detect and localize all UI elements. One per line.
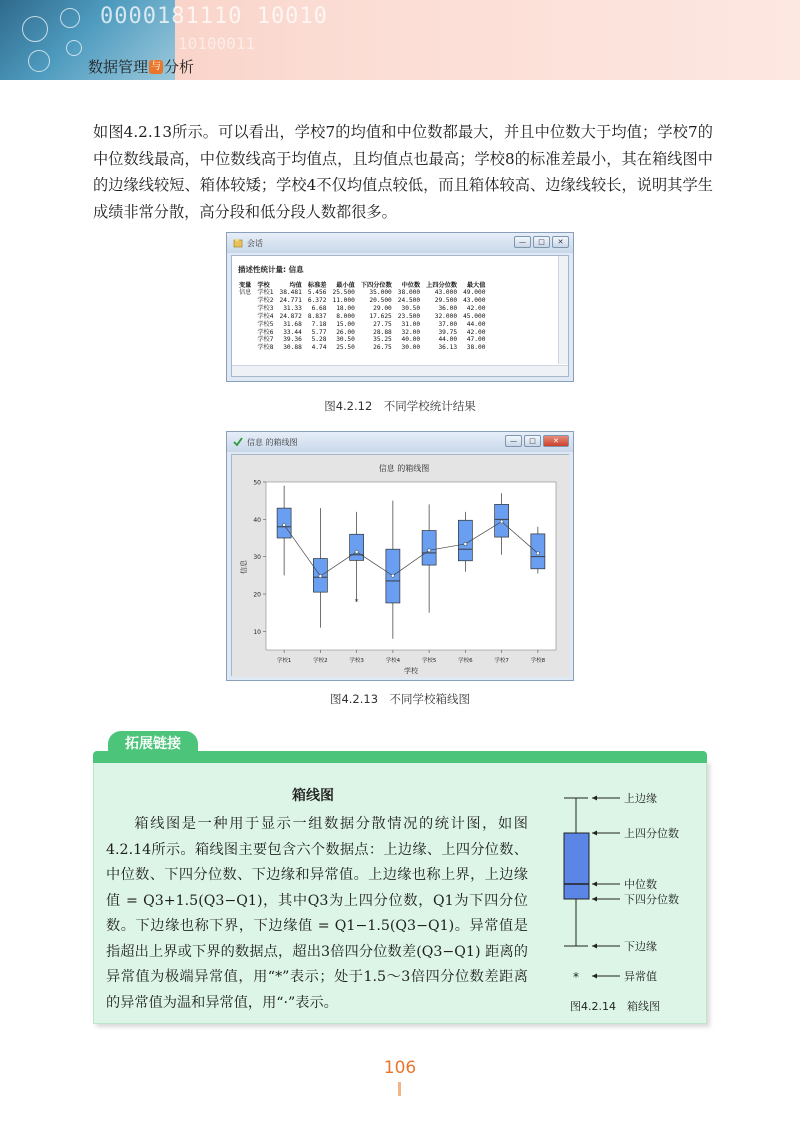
table-cell: 42.00 — [466, 328, 486, 336]
maximize-button[interactable]: □ — [533, 236, 550, 248]
table-cell: 24.872 — [279, 312, 302, 320]
mean-point — [319, 574, 322, 577]
table-cell: 5.77 — [311, 328, 327, 336]
table-cell: 39.36 — [283, 336, 302, 344]
label-outlier: 异常值 — [624, 970, 657, 983]
main-paragraph: 如图4.2.13所示。可以看出，学校7的均值和中位数都最大，并且中位数大于均值；学校7的中位数线最高，中位数线高于均值点，且均值点也最高；学校8的标准差最小，其在箱线图中的边缘线较短、箱体较矮；学校4不仅均值点较低，而且箱体较高、边缘线较长，说明其学生成绩非常分散，高分段和低分段人数都很多。 — [93, 123, 713, 221]
extension-title: 箱线图 — [292, 788, 334, 804]
table-row — [236, 289, 488, 297]
arrowhead-icon — [592, 831, 597, 836]
mean-point — [464, 542, 467, 545]
stats-header-row — [236, 280, 488, 289]
table-cell: 30.00 — [401, 344, 421, 352]
table-cell: 39.75 — [438, 328, 458, 336]
arrowhead-icon — [592, 974, 597, 979]
table-cell: 7.18 — [311, 320, 327, 328]
label-median: 中位数 — [624, 878, 657, 891]
box — [422, 531, 436, 566]
box — [350, 534, 364, 560]
arrowhead-icon — [592, 882, 597, 887]
table-cell: 35.000 — [369, 289, 392, 296]
table-cell-variable — [236, 336, 254, 344]
table-cell: 27.75 — [373, 320, 392, 328]
boxplot-window-title: 信息 的箱线图 — [247, 437, 298, 447]
mean-point — [283, 523, 286, 526]
chapter-title-part1: 数据管理 — [88, 58, 149, 76]
page-header — [0, 0, 800, 80]
header-binary-text-2: 10100011 — [178, 34, 256, 53]
x-axis-label: 学校 — [404, 667, 418, 675]
x-tick-label: 学校4 — [385, 658, 401, 664]
table-cell: 学校1 — [257, 289, 274, 296]
col-header: 变量 — [239, 282, 252, 289]
table-cell: 24.771 — [279, 296, 302, 304]
stats-table — [236, 280, 488, 352]
boxplot-window-body — [231, 454, 569, 676]
table-cell: 26.75 — [373, 344, 392, 352]
table-cell: 33.44 — [283, 328, 302, 336]
boxplot-chart — [232, 455, 570, 677]
mean-point — [428, 549, 431, 552]
checkmark-icon — [233, 437, 243, 447]
table-cell: 42.00 — [466, 304, 486, 312]
table-cell: 31.00 — [401, 320, 421, 328]
table-cell: 40.00 — [401, 336, 421, 344]
table-cell: 学校4 — [257, 312, 274, 320]
session-window-title: 会话 — [247, 238, 263, 248]
table-cell: 17.625 — [369, 312, 392, 320]
figure-caption-4-2-14: 图4.2.14 箱线图 — [570, 1000, 660, 1013]
boxplot-window — [226, 431, 574, 681]
table-cell: 49.000 — [463, 289, 486, 296]
table-cell: 4.74 — [311, 344, 327, 352]
table-cell: 37.00 — [438, 320, 458, 328]
table-cell: 30.88 — [283, 344, 302, 352]
mean-point — [536, 552, 539, 555]
session-window — [226, 232, 574, 382]
table-cell: 学校6 — [257, 328, 274, 336]
table-cell: 25.500 — [332, 289, 355, 296]
y-tick-label: 50 — [253, 479, 261, 487]
table-cell: 25.50 — [336, 344, 355, 352]
figure-caption-4-2-13: 图4.2.13 不同学校箱线图 — [329, 692, 471, 706]
page-number: 106 — [383, 1058, 417, 1078]
mean-point — [500, 520, 503, 523]
x-tick-label: 学校7 — [494, 658, 509, 664]
x-tick-label: 学校5 — [421, 658, 437, 664]
table-cell-variable — [236, 305, 254, 313]
mean-point — [391, 574, 394, 577]
boxplot-diagram — [556, 780, 706, 1020]
col-header: 中位数 — [401, 282, 421, 289]
table-cell: 学校8 — [257, 344, 274, 352]
box — [277, 508, 291, 538]
table-cell: 32.000 — [434, 312, 458, 320]
arrowhead-icon — [592, 944, 597, 949]
y-tick-label: 30 — [253, 554, 261, 562]
y-tick-label: 20 — [253, 591, 261, 599]
outlier-point: * — [354, 597, 359, 607]
table-row — [236, 329, 488, 337]
table-cell: 11.000 — [332, 296, 355, 304]
table-cell: 24.500 — [397, 296, 421, 304]
chapter-title-part2: 分析 — [164, 58, 195, 76]
stats-heading: 描述性统计量: 信息 — [238, 265, 304, 274]
table-cell: 31.33 — [283, 304, 302, 312]
col-header: 上四分位数 — [426, 282, 458, 289]
mean-point — [355, 550, 358, 553]
table-row — [236, 321, 488, 329]
table-row — [236, 336, 488, 344]
table-cell: 43.000 — [434, 289, 458, 296]
y-tick-label: 10 — [253, 628, 261, 636]
table-cell: 学校5 — [257, 320, 274, 328]
minimize-button[interactable]: — — [514, 236, 531, 248]
label-q1: 下四分位数 — [624, 893, 679, 906]
label-upper-whisker: 上边缘 — [624, 792, 657, 805]
col-header: 学校 — [257, 282, 270, 289]
minimize-button[interactable]: — — [505, 435, 522, 447]
table-cell: 38.000 — [397, 289, 421, 296]
chapter-title-amp: 与 — [151, 60, 162, 72]
table-row — [236, 313, 488, 321]
table-cell: 45.000 — [463, 312, 486, 320]
box — [458, 520, 472, 561]
close-button[interactable]: ✕ — [552, 236, 569, 248]
horizontal-scrollbar[interactable] — [232, 365, 568, 376]
table-cell-variable — [236, 297, 254, 305]
x-tick-label: 学校6 — [458, 658, 473, 664]
x-tick-label: 学校8 — [530, 658, 546, 664]
table-cell: 44.00 — [466, 320, 486, 328]
table-cell: 8.000 — [336, 312, 355, 320]
vertical-scrollbar[interactable] — [558, 256, 568, 364]
box — [531, 534, 545, 569]
plot-area — [266, 482, 556, 650]
table-cell: 36.00 — [438, 304, 458, 312]
chart-title: 信息 的箱线图 — [378, 464, 430, 473]
table-cell: 学校7 — [257, 336, 274, 344]
table-cell: 47.00 — [466, 336, 486, 344]
table-cell: 20.500 — [369, 296, 392, 304]
table-cell: 38.00 — [466, 344, 486, 352]
table-row — [236, 297, 488, 305]
table-cell: 29.00 — [373, 304, 392, 312]
table-cell: 35.25 — [373, 336, 392, 344]
session-window-controls — [514, 236, 569, 248]
table-cell: 15.00 — [336, 320, 355, 328]
table-row — [236, 344, 488, 352]
table-cell: 43.000 — [463, 296, 486, 304]
session-window-icon — [233, 238, 243, 248]
table-cell: 28.88 — [373, 328, 392, 336]
table-cell: 29.500 — [434, 296, 458, 304]
table-cell-variable: 信息 — [239, 289, 252, 296]
extension-tab: 拓展链接 — [108, 731, 198, 757]
outlier-marker: * — [573, 970, 579, 984]
table-row — [236, 305, 488, 313]
table-cell: 44.00 — [438, 336, 458, 344]
extension-paragraph: 箱线图是一种用于显示一组数据分散情况的统计图，如图4.2.14所示。箱线图主要包含六个数据点：上边缘、上四分位数、中位数、下四分位数、下边缘和异常值。上边缘也称上界，上边缘值 = Q3+1.5(Q3−Q1)，其中Q3为上四分位数，Q1为下四分位数。下边缘也称下界，下边缘值 = Q1−1.5(Q3−Q1)。异常值是指超出上界或下界的数据点，超出3倍四分位数差(Q3−Q1) 距离的异常值为极端异常值，用“*”表示；处于1.5～3倍四分位数差距离的异常值为温和异常值，用“·”表示。 — [106, 816, 528, 1011]
table-cell: 学校2 — [257, 296, 274, 304]
maximize-button[interactable]: □ — [524, 435, 541, 447]
table-cell: 学校3 — [257, 304, 274, 312]
table-cell-variable — [236, 321, 254, 329]
table-cell: 23.500 — [397, 312, 421, 320]
header-binary-text: 0000181110 10010 — [100, 4, 328, 29]
session-window-body — [231, 255, 569, 377]
table-cell: 32.00 — [401, 328, 421, 336]
table-cell: 5.28 — [311, 336, 327, 344]
chapter-title — [88, 56, 194, 77]
label-q3: 上四分位数 — [624, 827, 679, 840]
table-cell: 38.481 — [279, 289, 302, 296]
col-header: 标准差 — [307, 282, 327, 289]
x-tick-label: 学校2 — [313, 658, 328, 664]
arrowhead-icon — [592, 897, 597, 902]
stats-table-body — [236, 289, 488, 352]
arrowhead-icon — [592, 796, 597, 801]
table-cell: 8.837 — [307, 312, 327, 320]
table-cell: 18.00 — [336, 304, 355, 312]
x-tick-label: 学校3 — [349, 658, 364, 664]
table-cell-variable — [236, 329, 254, 337]
col-header: 最小值 — [336, 282, 355, 289]
table-cell-variable — [236, 344, 254, 352]
close-button[interactable]: ✕ — [543, 435, 569, 447]
page-number-bar — [398, 1082, 401, 1096]
table-cell: 30.50 — [336, 336, 355, 344]
x-tick-label: 学校1 — [276, 658, 292, 664]
y-axis-label: 信息 — [240, 560, 248, 574]
diagram-box — [564, 833, 589, 899]
table-cell: 26.00 — [336, 328, 355, 336]
col-header: 均值 — [289, 282, 302, 289]
table-cell: 6.68 — [311, 304, 327, 312]
y-tick-label: 40 — [253, 516, 261, 524]
table-cell: 30.50 — [401, 304, 421, 312]
col-header: 最大值 — [466, 282, 486, 289]
table-cell: 6.372 — [307, 296, 327, 304]
col-header: 下四分位数 — [360, 282, 392, 289]
table-cell-variable — [236, 313, 254, 321]
table-cell: 36.13 — [438, 344, 458, 352]
table-cell: 5.456 — [307, 289, 327, 296]
table-cell: 31.68 — [283, 320, 302, 328]
figure-caption-4-2-12: 图4.2.12 不同学校统计结果 — [324, 399, 476, 413]
label-lower-whisker: 下边缘 — [624, 940, 657, 953]
boxplot-window-controls — [505, 435, 569, 447]
